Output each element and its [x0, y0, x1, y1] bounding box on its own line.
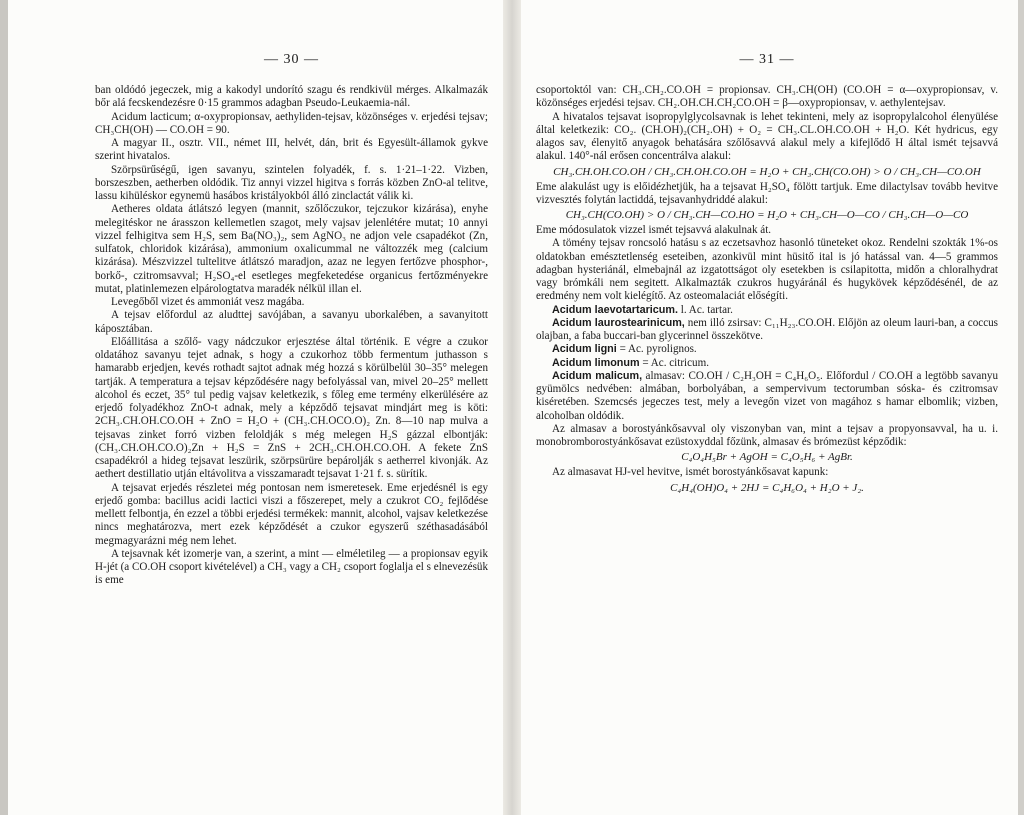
paragraph: Előállitása a szőlő- vagy nádczukor erjesztése által történik. E végre a czukor oldatához savanyu tejet adnak, s hogy a czukorhoz több fermentum juthasson s hamarabb erjedjen, kevés rothadt sajtot adnak még hozzá s körülbelül 30–35° melegen tartják. A temperatura a tejsav képződésére nagy befolyással van, mivel 20–25° mellett alcohol és eczet, 35° tul pedig vajsav keletkezik, s főleg eme termény elkerülésére az erjedő folyadékhoz ZnO-t adnak, mely a képződő tejsavat mindjárt meg is köti: 2CH₃.CH.OH.CO.OH + ZnO = H₂O + (CH₃.CH.OCO.O)₂ Zn. 8—10 nap mulva a tejsavas zinket forró vizben feloldják s még melegen H₂S gázzal elbontják: (CH₃.CH.OH.CO.O)₂Zn + H₂S = ZnS + 2CH₃.CH.OH.CO.OH. A fekete ZnS csapadékról a hideg tejsavat leszürik, szörpsürüre bepárolják s aetherrel kivonják. Az aethert destillatio utján eltávolitva a visszamaradt tejsavat 1·21 f. s. sürítik. [95, 335, 488, 481]
formula [536, 166, 998, 179]
paragraph: Eme alakulást ugy is előidézhetjük, ha a tejsavat H₂SO₄ fölött tartjuk. Eme dilactylsav tovább hevitve vizvesztés folytán lactiddá, tejsavanhydriddé alakul: [536, 180, 998, 206]
entry-heading: Acidum ligni [552, 343, 617, 356]
entry-heading: Acidum laevotartaricum. [552, 303, 679, 316]
page-body [536, 84, 998, 495]
entry-heading: Acidum limonum [552, 356, 640, 369]
paragraph: A tömény tejsav roncsoló hatásu s az eczetsavhoz hasonló tüneteket okoz. Rendelni szokták 1%-os oldatokban emésztetlenség eseteiben, azonkivül mint hüsitő ital is jó hatással van. 4—5 grammos adagban hysteriánál, elmebajnál az izgatottságot oly esetekben is csilapitotta, midőn a chloralhydrat vagy brómkáli nem segitett. Alkalmazták czukros hugyáránál és hugykövek képződésénél, de az eredmény nem volt kielégítő. Az osteomalaciát előségíti. [536, 237, 998, 303]
entry-text: almasav: CO.OH / C₂H₃OH = C₄H₆O₅. Előfordul / CO.OH a legtöbb savanyu gyümölcs nedvében: almában, borbolyában, a sempervivum tectorumban sóska- és czitromsav kiséretében. Szemcsés jegeczes test, mely a levegőn vizet von magához s hamar elbomlik; vizben, alcoholban oldódik. [536, 369, 998, 422]
page-number: — 31 — [739, 52, 795, 67]
entry [536, 304, 998, 317]
entry [536, 343, 998, 356]
entry-heading: Acidum laurostearinicum, [552, 316, 685, 329]
paragraph: csoportoktól van: CH₃.CH₂.CO.OH = propionsav. CH₃.CH(OH) (CO.OH = α—oxypropionsav, v. közönséges erjedési tejsav. CH₂.OH.CH.CH₂CO.OH = β—oxypropionsav, v. aethylentejsav. [536, 84, 998, 110]
page-number: — 30 — [264, 52, 319, 67]
formula-right: = H₂O + CH₃.CH(CO.OH) > O / CH₃.CH—CO.OH [749, 165, 981, 178]
paragraph: A tejsavnak két izomerje van, a szerint, a mint — elméletileg — a propionsav egyik H-jét (a CO.OH csoport kivételével) a CH₃ vagy a CH₂ csoport foglalja el s elnevezésük is eme [95, 547, 488, 587]
paragraph: Az almasav a borostyánkősavval oly viszonyban van, mint a tejsav a propyonsavval, ha u. i. monobromborostyánkősavat ezüstoxyddal főzünk, almasav és brómezüst képződik: [536, 422, 998, 448]
paragraph: A tejsavat erjedés részletei még pontosan nem ismeretesek. Eme erjedésnél is egy erjedő gomba: bacillus acidi lactici viszi a főszerepet, mely a czukrot CO₂ fejlődése mellett felbontja, én ezzel a többi erjedési termékek: mannit, alcohol, vajsav keletkezése nincs meghatározva, mert ezek képződését a czukor egyszerű széthasadásából megmagyarázni még nem lehet. [95, 481, 488, 547]
entry-heading: Acidum malicum, [552, 369, 643, 382]
paragraph: Aetheres oldata átlátszó legyen (mannit, szőlőczukor, tejczukor kizárása), enyhe melegitéskor ne árasszon kellemetlen szagot, mely vajsav jelenlétére mutat; 10 annyi vizzel felhigitva sem H₂S, sem Ba(NO₃)₂, sem AgNO₃ ne adjon vele csapadékot (Zn, sulfatok, chloridok kizárása), ammonium oxalicummal ne változzék meg (calcium kizárása). Mészvizzel tultelitve átlátszó maradjon, azaz ne legyen fertőzve phosphor-, borkő-, czitromsavval; H₂SO₄-el esetleges megfeketedése organicus fertőzményekre mutat, platinlemezen elpárologtatva maradék nélkül illan el. [95, 203, 488, 295]
entry-text: nem illó zsirsav: C₁₁H₂₃.CO.OH. Előjön az oleum lauri-ban, a coccus olajban, a faba buccari-ban glycerinnel összekötve. [536, 316, 998, 342]
left-page [0, 0, 506, 815]
paragraph: A magyar II., osztr. VII., német III, helvét, dán, brit és Egyesült-államok gykve szerint hivatalos. [95, 137, 488, 163]
entry [536, 370, 998, 423]
paragraph: Acidum lacticum; α-oxypropionsav, aethyliden-tejsav, közönséges v. erjedési tejsav; CH₃CH(OH) — CO.OH = 90. [95, 110, 488, 136]
entry [536, 357, 998, 370]
entry-text: = Ac. pyrolignos. [616, 343, 697, 356]
formula: C₄O₄H₅Br + AgOH = C₄O₅H₆ + AgBr. [681, 451, 853, 464]
paragraph: Eme módosulatok vizzel ismét tejsavvá alakulnak át. [536, 224, 772, 236]
paragraph: ban oldódó jegeczek, mig a kakodyl undorító szagu és rendkivül mérges. Alkalmazák bőr alá fecskendezésre 0·15 grammos adagban Pseudo-Leukaemia-nál. [95, 84, 488, 110]
formula: CH₃.CH(CO.OH) > O / CH₃.CH—CO.HO = H₂O + CH₃.CH—O—CO / CH₃.CH—O—CO [565, 209, 969, 221]
paragraph: Levegőből vizet és ammoniát vesz magába. [111, 296, 305, 308]
entry-text: = Ac. citricum. [639, 356, 709, 369]
formula-left: CH₃.CH.OH.CO.OH / CH₃.CH.OH.CO.OH [553, 165, 747, 178]
formula: C₄H₄(OH)O₄ + 2HJ = C₄H₆O₄ + H₂O + J₂. [670, 481, 864, 494]
right-page [522, 0, 1024, 815]
paragraph: Az almasavat HJ-vel hevitve, ismét borostyánkősavat kapunk: [552, 466, 829, 479]
entry [536, 317, 998, 344]
paragraph: A hivatalos tejsavat isopropylglycolsavnak is lehet tekinteni, mely az isopropylalcohol élenyülése által keletkezik: CO₂. (CH.OH)₂(CH₂.OH) + O₂ = CH₃.CL.OH.CO.OH + H₂O. Két hydricus, egy alagos sav, élenyitő anyagok behatására szőlősavvá alakul mely a kifejlődő H által ismét tejsavvá alakul. 140°-nál erősen concentrálva alakul: [536, 110, 998, 163]
paragraph: Szörpsürűségű, igen savanyu, szintelen folyadék, f. s. 1·21–1·22. Vizben, borszeszben, aetherben oldódik. Tiz annyi vizzel higitva s forrás közben ZnO-al telitve, lassu kihüléskor egynemü hasábos kristályokból álló zinclactát válik ki. [95, 163, 488, 202]
entry-text: l. Ac. tartar. [678, 303, 733, 316]
page-body [95, 84, 488, 588]
paragraph: A tejsav előfordul az aludttej savójában, a savanyu uborkalében, a savanyitott káposztában. [95, 309, 488, 335]
